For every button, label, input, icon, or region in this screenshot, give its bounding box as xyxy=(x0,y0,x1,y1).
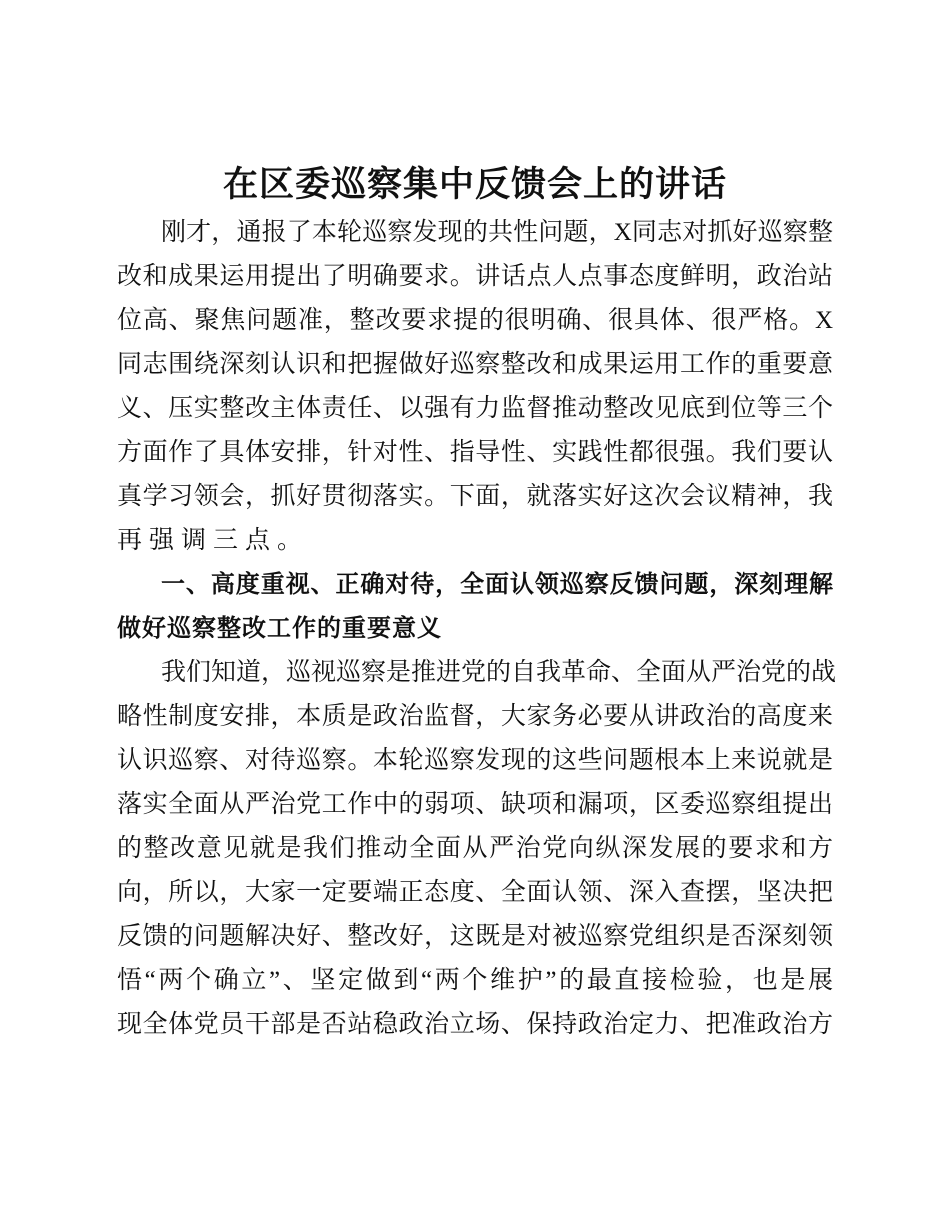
heading-line: 一、高度重视、正确对待，全面认领巡察反馈问题，深刻理解 xyxy=(161,571,833,598)
text-line: 反馈的问题解决好、整改好，这既是对被巡察党组织是否深刻领 xyxy=(117,923,833,950)
text-line: 刚才，通报了本轮巡察发现的共性问题，X同志对抓好巡察整 xyxy=(161,219,833,246)
paragraph-section-1 xyxy=(117,651,837,1047)
text-line: 的整改意见就是我们推动全面从严治党向纵深发展的要求和方 xyxy=(117,835,833,862)
text-line: 向，所以，大家一定要端正态度、全面认领、深入查摆，坚决把 xyxy=(117,879,833,906)
text-line: 改和成果运用提出了明确要求。讲话点人点事态度鲜明，政治站 xyxy=(117,263,833,290)
section-heading-1 xyxy=(117,563,833,651)
text-line: 真学习领会，抓好贯彻落实。下面，就落实好这次会议精神，我 xyxy=(117,483,833,510)
paragraph-intro xyxy=(117,211,833,563)
text-line: 同志围绕深刻认识和把握做好巡察整改和成果运用工作的重要意 xyxy=(117,351,833,378)
text-line: 现全体党员干部是否站稳政治立场、保持政治定力、把准政治方 xyxy=(117,1011,833,1038)
text-line: 落实全面从严治党工作中的弱项、缺项和漏项，区委巡察组提出 xyxy=(117,791,833,818)
text-line: 位高、聚焦问题准，整改要求提的很明确、很具体、很严格。X xyxy=(117,307,833,334)
text-line: 我们知道，巡视巡察是推进党的自我革命、全面从严治党的战 xyxy=(161,659,837,686)
document-body xyxy=(117,211,837,1047)
text-line: 再强调三点。 xyxy=(117,527,310,554)
text-line: 认识巡察、对待巡察。本轮巡察发现的这些问题根本上来说就是 xyxy=(117,747,833,774)
document-title: 在区委巡察集中反馈会上的讲话 xyxy=(222,165,727,204)
heading-line: 做好巡察整改工作的重要意义 xyxy=(117,615,442,642)
text-line: 义、压实整改主体责任、以强有力监督推动整改见底到位等三个 xyxy=(117,395,833,422)
text-line: 方面作了具体安排，针对性、指导性、实践性都很强。我们要认 xyxy=(117,439,833,466)
text-line: 悟“两个确立”、坚定做到“两个维护”的最直接检验，也是展 xyxy=(117,967,833,994)
text-line: 略性制度安排，本质是政治监督，大家务必要从讲政治的高度来 xyxy=(117,703,833,730)
